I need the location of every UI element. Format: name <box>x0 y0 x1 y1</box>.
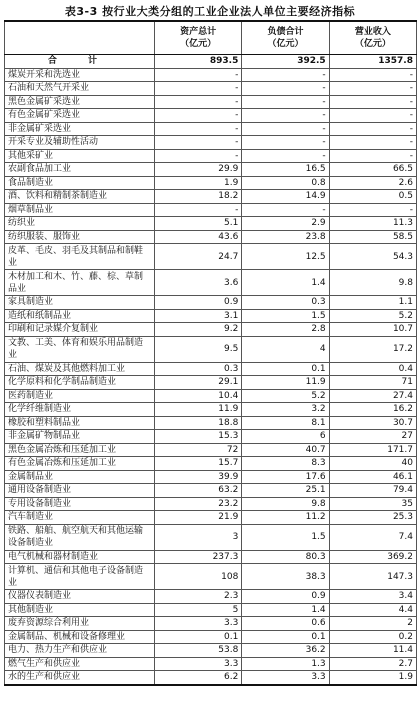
table-row <box>5 524 417 550</box>
revenue-value: 147.3 <box>329 564 416 590</box>
industry-name: 水的生产和供应业 <box>5 671 155 685</box>
table-row <box>5 176 417 190</box>
industry-name: 黑色金属冶炼和压延加工业 <box>5 443 155 457</box>
table-row <box>5 217 417 231</box>
assets-value: 29.1 <box>155 376 242 390</box>
industry-name: 通用设备制造业 <box>5 484 155 498</box>
liabilities-value: 6 <box>242 430 329 444</box>
industry-name: 木材加工和木、竹、藤、棕、草制品业 <box>5 270 155 296</box>
industry-name: 其他采矿业 <box>5 149 155 163</box>
assets-value: 3.3 <box>155 657 242 671</box>
assets-value: 21.9 <box>155 511 242 525</box>
assets-value: - <box>155 122 242 136</box>
table-row <box>5 389 417 403</box>
industry-name: 石油、煤炭及其他燃料加工业 <box>5 362 155 376</box>
table-row <box>5 617 417 631</box>
revenue-value: 66.5 <box>329 163 416 177</box>
liabilities-value: - <box>242 149 329 163</box>
liabilities-value: - <box>242 136 329 150</box>
assets-value: 23.2 <box>155 497 242 511</box>
industry-name: 其他制造业 <box>5 603 155 617</box>
revenue-value: 35 <box>329 497 416 511</box>
table-row <box>5 443 417 457</box>
revenue-value: 46.1 <box>329 470 416 484</box>
assets-value: 237.3 <box>155 550 242 564</box>
assets-value: 72 <box>155 443 242 457</box>
assets-value: 3.3 <box>155 617 242 631</box>
table-row <box>5 149 417 163</box>
assets-value: 3.1 <box>155 309 242 323</box>
liabilities-value: - <box>242 82 329 96</box>
liabilities-value: 12.5 <box>242 244 329 270</box>
revenue-value: 54.3 <box>329 244 416 270</box>
revenue-value: 27 <box>329 430 416 444</box>
revenue-value: 10.7 <box>329 323 416 337</box>
assets-value: 3.6 <box>155 270 242 296</box>
revenue-value: 0.4 <box>329 362 416 376</box>
revenue-value: 17.2 <box>329 336 416 362</box>
table-row <box>5 403 417 417</box>
header-assets: 资产总计 （亿元） <box>155 21 242 55</box>
revenue-value: - <box>329 95 416 109</box>
liabilities-value: 9.8 <box>242 497 329 511</box>
assets-value: 18.8 <box>155 416 242 430</box>
industry-name: 废弃资源综合利用业 <box>5 617 155 631</box>
revenue-value: - <box>329 68 416 82</box>
revenue-value: 30.7 <box>329 416 416 430</box>
revenue-value: 369.2 <box>329 550 416 564</box>
revenue-value: 2.7 <box>329 657 416 671</box>
table-row <box>5 190 417 204</box>
assets-value: 6.2 <box>155 671 242 685</box>
liabilities-value: 2.8 <box>242 323 329 337</box>
table-row <box>5 270 417 296</box>
assets-value: 0.9 <box>155 296 242 310</box>
assets-value: 53.8 <box>155 644 242 658</box>
table-row <box>5 362 417 376</box>
revenue-value: 16.2 <box>329 403 416 417</box>
revenue-value: 71 <box>329 376 416 390</box>
table-row <box>5 511 417 525</box>
total-revenue: 1357.8 <box>329 55 416 69</box>
assets-value: 108 <box>155 564 242 590</box>
industry-name: 开采专业及辅助性活动 <box>5 136 155 150</box>
assets-value: - <box>155 68 242 82</box>
liabilities-value: 1.4 <box>242 270 329 296</box>
revenue-value: 40 <box>329 457 416 471</box>
liabilities-value: 0.1 <box>242 630 329 644</box>
table-row <box>5 309 417 323</box>
liabilities-value: 11.2 <box>242 511 329 525</box>
liabilities-value: 0.9 <box>242 590 329 604</box>
assets-value: 9.5 <box>155 336 242 362</box>
revenue-value: - <box>329 203 416 217</box>
table-row <box>5 163 417 177</box>
assets-value: - <box>155 109 242 123</box>
industry-name: 计算机、通信和其他电子设备制造业 <box>5 564 155 590</box>
header-industry <box>5 21 155 55</box>
revenue-value: 11.3 <box>329 217 416 231</box>
revenue-value: 3.4 <box>329 590 416 604</box>
industry-name: 有色金属冶炼和压延加工业 <box>5 457 155 471</box>
liabilities-value: 11.9 <box>242 376 329 390</box>
industry-name: 煤炭开采和洗选业 <box>5 68 155 82</box>
liabilities-value: 23.8 <box>242 230 329 244</box>
total-row <box>5 55 417 69</box>
revenue-value: 2 <box>329 617 416 631</box>
assets-value: 0.3 <box>155 362 242 376</box>
table-row <box>5 136 417 150</box>
table-row <box>5 95 417 109</box>
liabilities-value: 80.3 <box>242 550 329 564</box>
liabilities-value: 4 <box>242 336 329 362</box>
industry-name: 食品制造业 <box>5 176 155 190</box>
table-row <box>5 671 417 685</box>
assets-value: - <box>155 82 242 96</box>
revenue-value: 1.9 <box>329 671 416 685</box>
revenue-value: 1.1 <box>329 296 416 310</box>
revenue-value: 4.4 <box>329 603 416 617</box>
industry-name: 燃气生产和供应业 <box>5 657 155 671</box>
table-row <box>5 68 417 82</box>
indicators-table <box>4 20 417 686</box>
assets-value: 10.4 <box>155 389 242 403</box>
industry-name: 金属制品业 <box>5 470 155 484</box>
assets-value: 29.9 <box>155 163 242 177</box>
assets-value: - <box>155 203 242 217</box>
table-row <box>5 484 417 498</box>
industry-name: 非金属矿物制品业 <box>5 430 155 444</box>
industry-name: 电气机械和器材制造业 <box>5 550 155 564</box>
revenue-value: - <box>329 122 416 136</box>
revenue-value: 0.5 <box>329 190 416 204</box>
table-row <box>5 203 417 217</box>
liabilities-value: - <box>242 109 329 123</box>
industry-name: 铁路、船舶、航空航天和其他运输设备制造业 <box>5 524 155 550</box>
liabilities-value: - <box>242 203 329 217</box>
liabilities-value: 1.4 <box>242 603 329 617</box>
liabilities-value: 2.9 <box>242 217 329 231</box>
table-row <box>5 122 417 136</box>
total-liabilities: 392.5 <box>242 55 329 69</box>
industry-name: 化学纤维制造业 <box>5 403 155 417</box>
table-row <box>5 564 417 590</box>
revenue-value: 7.4 <box>329 524 416 550</box>
industry-name: 电力、热力生产和供应业 <box>5 644 155 658</box>
liabilities-value: 5.2 <box>242 389 329 403</box>
assets-value: 5.1 <box>155 217 242 231</box>
assets-value: 5 <box>155 603 242 617</box>
table-row <box>5 296 417 310</box>
assets-value: 11.9 <box>155 403 242 417</box>
liabilities-value: 0.6 <box>242 617 329 631</box>
industry-name: 烟草制品业 <box>5 203 155 217</box>
liabilities-value: 0.8 <box>242 176 329 190</box>
revenue-value: 9.8 <box>329 270 416 296</box>
industry-name: 印刷和记录媒介复制业 <box>5 323 155 337</box>
industry-name: 皮革、毛皮、羽毛及其制品和制鞋业 <box>5 244 155 270</box>
assets-value: 18.2 <box>155 190 242 204</box>
revenue-value: - <box>329 109 416 123</box>
header-revenue: 营业收入 （亿元） <box>329 21 416 55</box>
revenue-value: 58.5 <box>329 230 416 244</box>
revenue-value: 0.2 <box>329 630 416 644</box>
total-assets: 893.5 <box>155 55 242 69</box>
liabilities-value: 0.1 <box>242 362 329 376</box>
revenue-value: 11.4 <box>329 644 416 658</box>
industry-name: 仪器仪表制造业 <box>5 590 155 604</box>
industry-name: 汽车制造业 <box>5 511 155 525</box>
table-row <box>5 109 417 123</box>
assets-value: 43.6 <box>155 230 242 244</box>
revenue-value: - <box>329 82 416 96</box>
total-label: 合 计 <box>5 55 155 69</box>
liabilities-value: 38.3 <box>242 564 329 590</box>
assets-value: 15.7 <box>155 457 242 471</box>
liabilities-value: 16.5 <box>242 163 329 177</box>
assets-value: 2.3 <box>155 590 242 604</box>
liabilities-value: - <box>242 122 329 136</box>
assets-value: - <box>155 149 242 163</box>
assets-value: - <box>155 95 242 109</box>
revenue-value: 79.4 <box>329 484 416 498</box>
table-row <box>5 497 417 511</box>
assets-value: 1.9 <box>155 176 242 190</box>
assets-value: 0.1 <box>155 630 242 644</box>
liabilities-value: 3.2 <box>242 403 329 417</box>
industry-name: 农副食品加工业 <box>5 163 155 177</box>
assets-value: 3 <box>155 524 242 550</box>
assets-value: 15.3 <box>155 430 242 444</box>
table-title: 表3-3 按行业大类分组的工业企业法人单位主要经济指标 <box>64 5 356 18</box>
industry-name: 医药制造业 <box>5 389 155 403</box>
table-row <box>5 416 417 430</box>
header-row <box>5 21 417 55</box>
table-row <box>5 230 417 244</box>
revenue-value: 5.2 <box>329 309 416 323</box>
table-row <box>5 336 417 362</box>
industry-name: 有色金属矿采选业 <box>5 109 155 123</box>
table-row <box>5 376 417 390</box>
table-row <box>5 644 417 658</box>
industry-name: 家具制造业 <box>5 296 155 310</box>
table-row <box>5 82 417 96</box>
industry-name: 文教、工美、体育和娱乐用品制造业 <box>5 336 155 362</box>
industry-name: 化学原料和化学制品制造业 <box>5 376 155 390</box>
assets-value: 9.2 <box>155 323 242 337</box>
industry-name: 非金属矿采选业 <box>5 122 155 136</box>
liabilities-value: 17.6 <box>242 470 329 484</box>
liabilities-value: 1.5 <box>242 524 329 550</box>
header-liabilities: 负债合计 （亿元） <box>242 21 329 55</box>
industry-name: 造纸和纸制品业 <box>5 309 155 323</box>
liabilities-value: 25.1 <box>242 484 329 498</box>
industry-name: 石油和天然气开采业 <box>5 82 155 96</box>
liabilities-value: 36.2 <box>242 644 329 658</box>
assets-value: 39.9 <box>155 470 242 484</box>
industry-name: 酒、饮料和精制茶制造业 <box>5 190 155 204</box>
table-row <box>5 470 417 484</box>
liabilities-value: 8.1 <box>242 416 329 430</box>
liabilities-value: 14.9 <box>242 190 329 204</box>
assets-value: 24.7 <box>155 244 242 270</box>
table-row <box>5 457 417 471</box>
liabilities-value: 1.3 <box>242 657 329 671</box>
table-row <box>5 590 417 604</box>
revenue-value: - <box>329 149 416 163</box>
table-row <box>5 603 417 617</box>
revenue-value: - <box>329 136 416 150</box>
liabilities-value: - <box>242 95 329 109</box>
liabilities-value: 1.5 <box>242 309 329 323</box>
table-row <box>5 323 417 337</box>
liabilities-value: 0.3 <box>242 296 329 310</box>
industry-name: 金属制品、机械和设备修理业 <box>5 630 155 644</box>
revenue-value: 25.3 <box>329 511 416 525</box>
industry-name: 纺织业 <box>5 217 155 231</box>
table-row <box>5 430 417 444</box>
assets-value: 63.2 <box>155 484 242 498</box>
liabilities-value: 3.3 <box>242 671 329 685</box>
liabilities-value: 40.7 <box>242 443 329 457</box>
table-row <box>5 244 417 270</box>
liabilities-value: - <box>242 68 329 82</box>
revenue-value: 2.6 <box>329 176 416 190</box>
industry-name: 橡胶和塑料制品业 <box>5 416 155 430</box>
table-row <box>5 550 417 564</box>
table-row <box>5 630 417 644</box>
table-row <box>5 657 417 671</box>
industry-name: 纺织服装、服饰业 <box>5 230 155 244</box>
liabilities-value: 8.3 <box>242 457 329 471</box>
revenue-value: 171.7 <box>329 443 416 457</box>
industry-name: 专用设备制造业 <box>5 497 155 511</box>
industry-name: 黑色金属矿采选业 <box>5 95 155 109</box>
revenue-value: 27.4 <box>329 389 416 403</box>
assets-value: - <box>155 136 242 150</box>
